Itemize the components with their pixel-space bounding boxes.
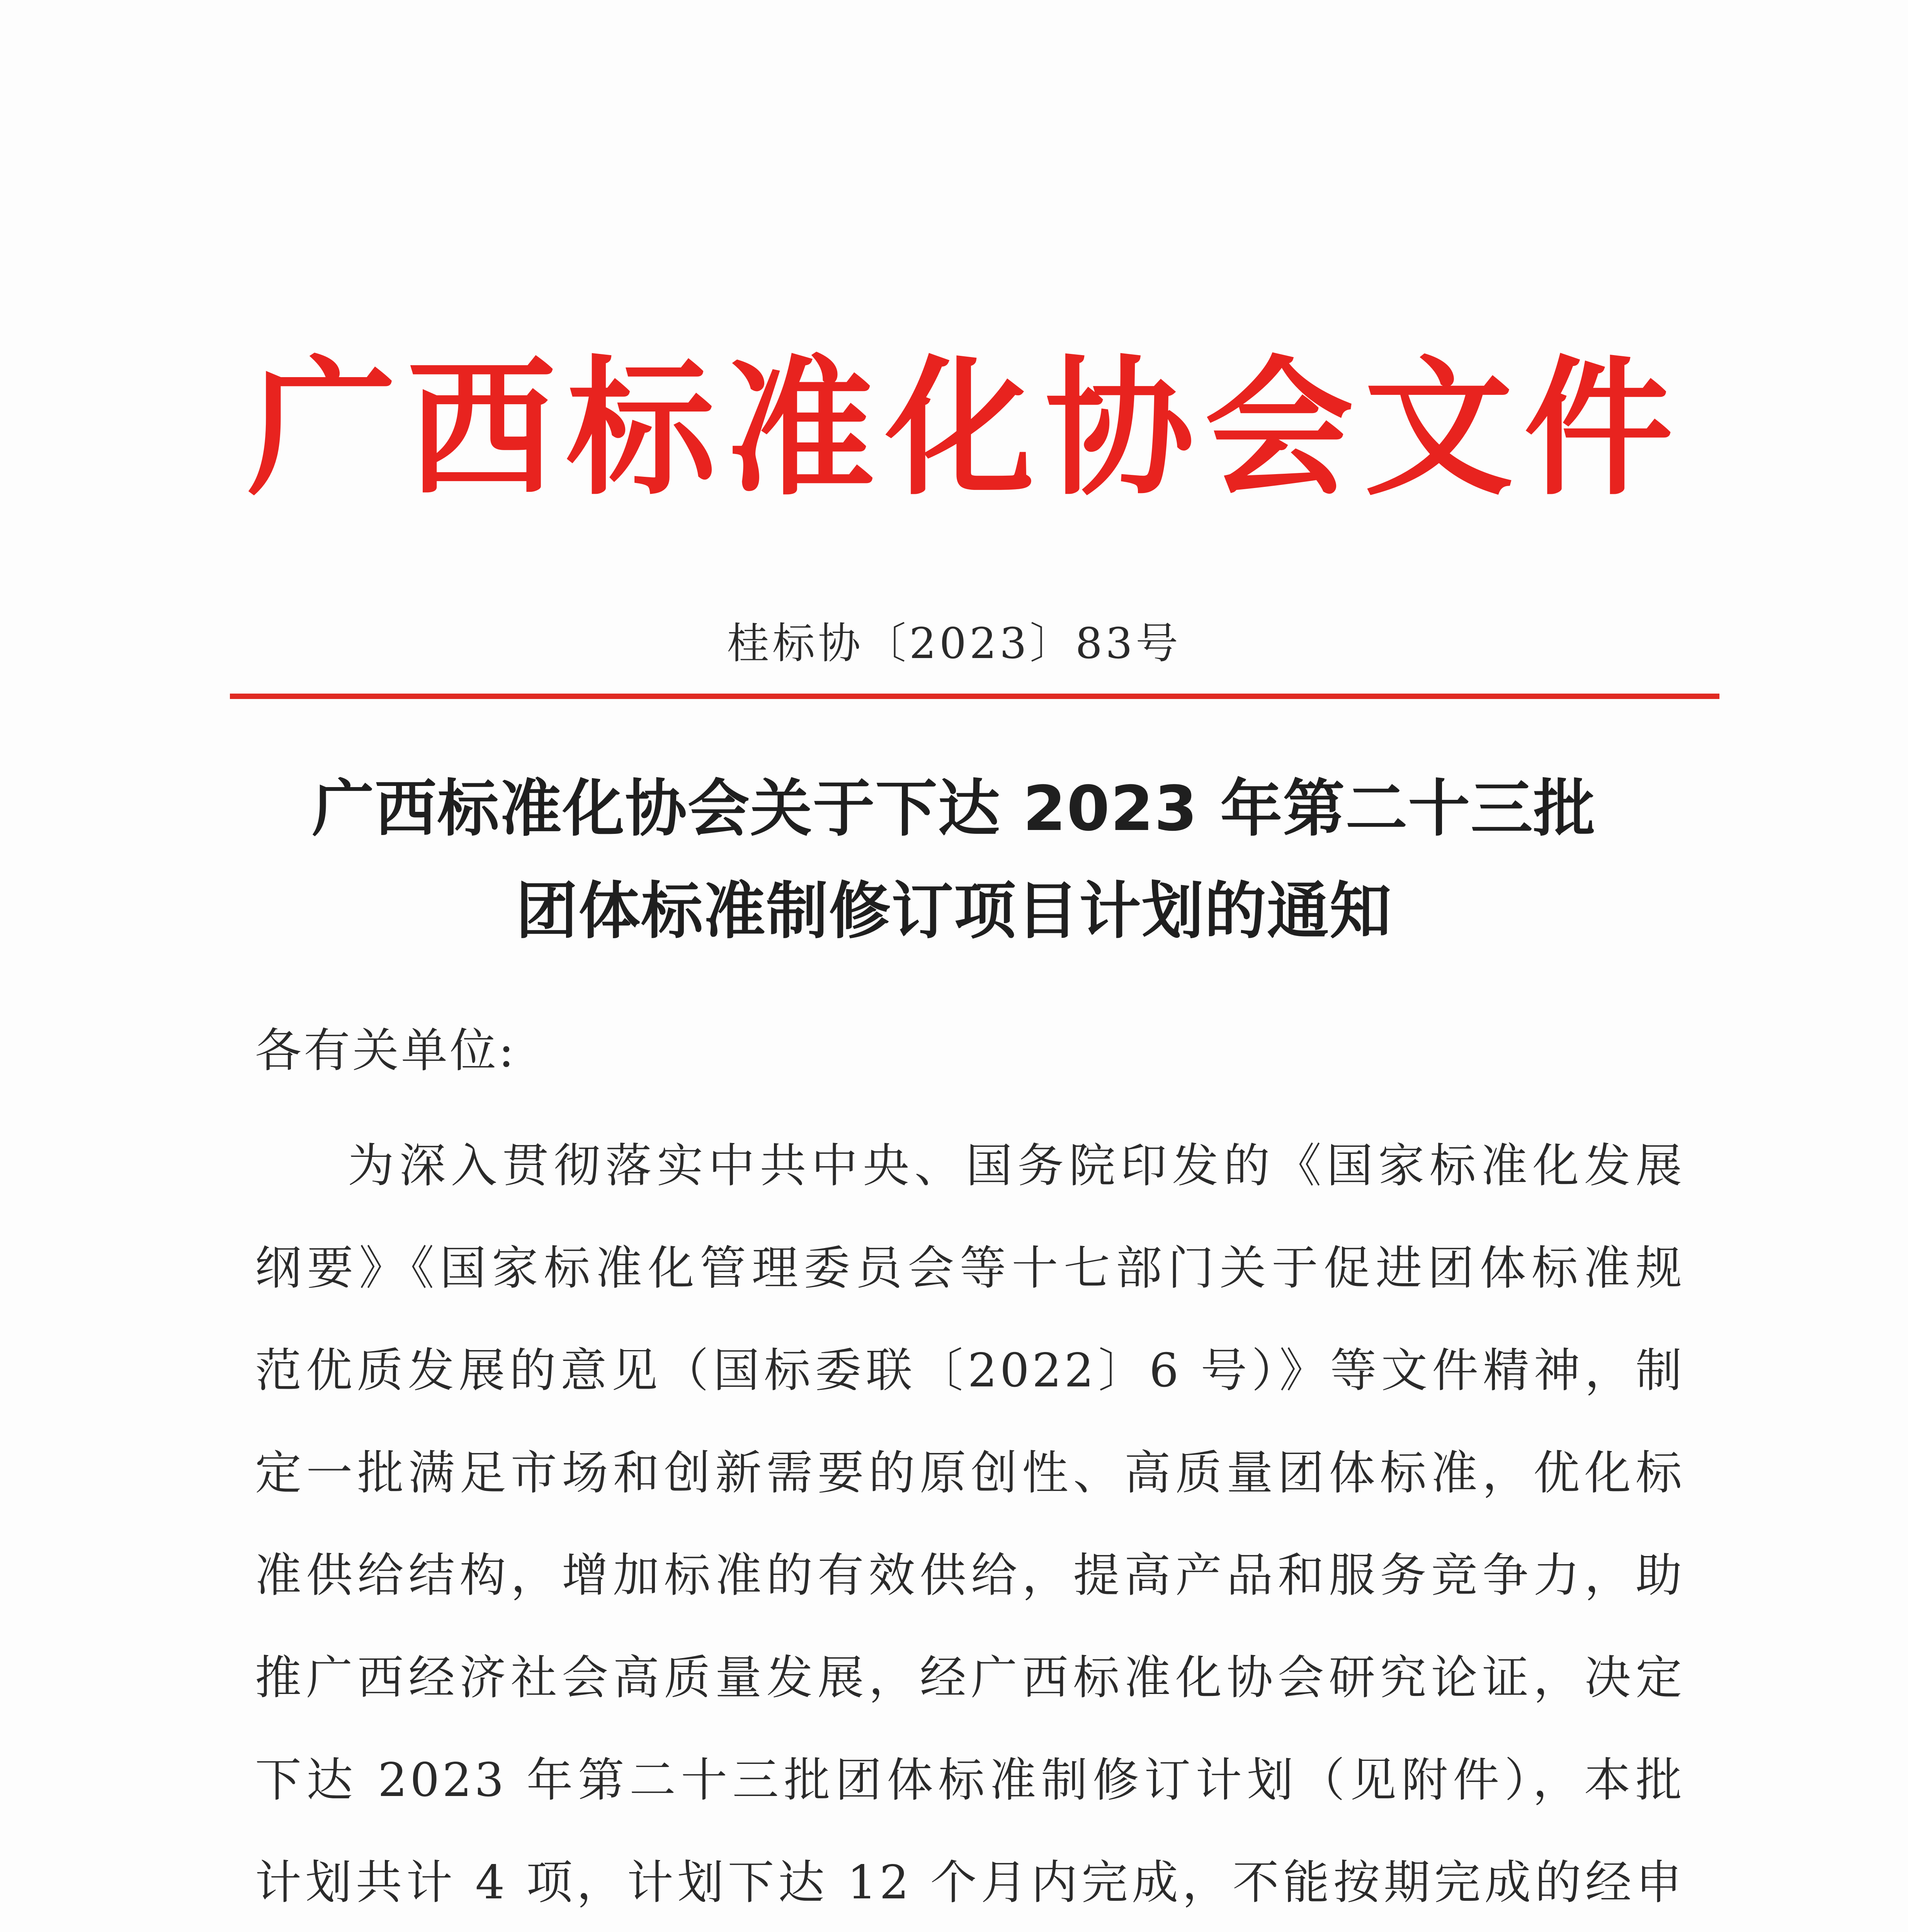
salutation: 各有关单位: <box>255 1024 517 1078</box>
notice-title-line-2: 团体标准制修订项目计划的通知 <box>515 875 1392 947</box>
body-line: 下达 2023 年第二十三批团体标准制修订计划（见附件），本批 <box>255 1753 1685 1807</box>
body-line: 计划共计 4 项，计划下达 12 个月内完成，不能按期完成的经申 <box>255 1856 1685 1910</box>
notice-title-line-1: 广西标准化协会关于下达 2023 年第二十三批 <box>312 772 1596 845</box>
body-line: 准供给结构，增加标准的有效供给，提高产品和服务竞争力，助 <box>255 1549 1685 1602</box>
organization-title-header: 广西标准化协会文件 <box>247 342 1684 515</box>
body-line: 定一批满足市场和创新需要的原创性、高质量团体标准，优化标 <box>255 1446 1685 1500</box>
notice-title <box>193 757 1715 962</box>
document-number: 桂标协〔2023〕83号 <box>727 619 1181 668</box>
body-line: 为深入贯彻落实中共中央、国务院印发的《国家标准化发展 <box>348 1139 1685 1193</box>
body-line: 推广西经济社会高质量发展，经广西标准化协会研究论证，决定 <box>255 1651 1685 1705</box>
body-line: 纲要》《国家标准化管理委员会等十七部门关于促进团体标准规 <box>255 1242 1685 1295</box>
notice-body <box>255 1115 1685 1932</box>
red-divider-rule <box>230 694 1719 699</box>
body-line: 范优质发展的意见（国标委联〔2022〕6 号）》等文件精神，制 <box>255 1344 1685 1398</box>
